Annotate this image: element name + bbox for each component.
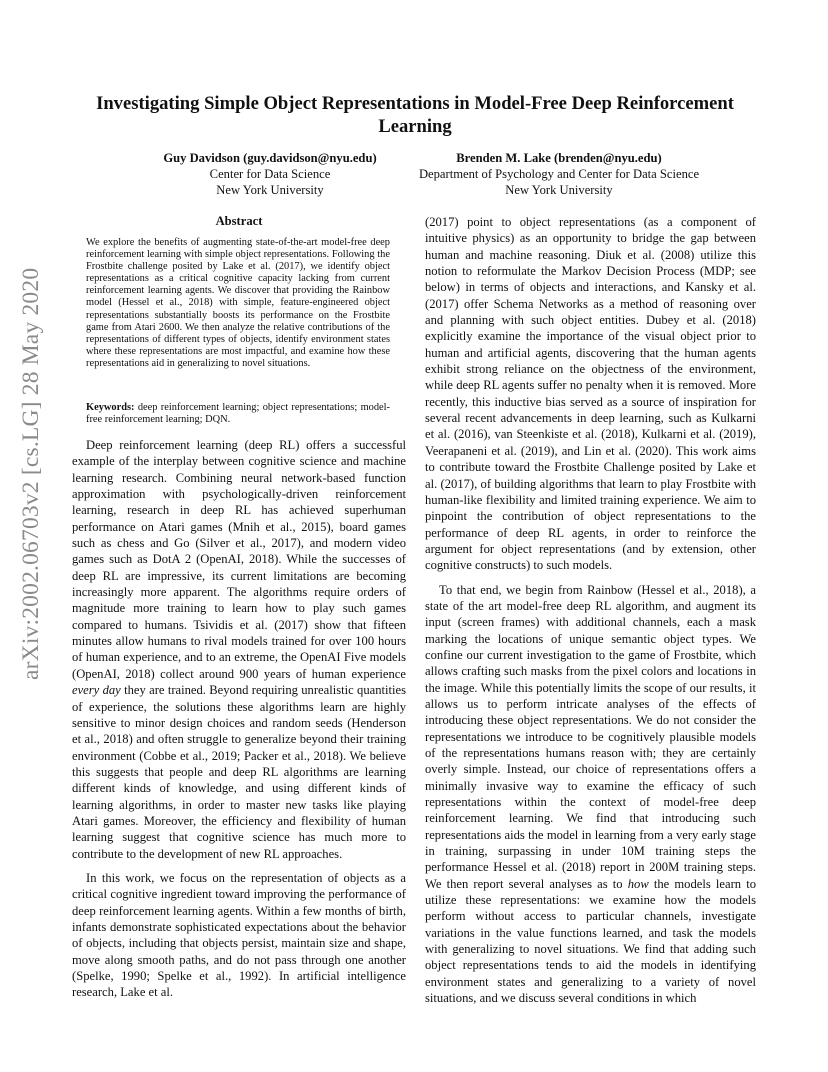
emphasis-text: every day (72, 683, 121, 698)
emphasis-text: how (627, 876, 649, 891)
author-institution: New York University (505, 183, 613, 197)
intro-paragraph-4 (425, 582, 756, 1007)
paper-title: Investigating Simple Object Representations in Model-Free Deep Reinforcement Learning (96, 93, 734, 137)
para-text: In this work, we focus on the representation of objects as a critical cognitive ingredient toward improving the performance of deep reinforcement learning agents. Within a few months of birth, infants demonstrate sophisticated expectations about the behavior of objects, including that objects persist, maintain size and shape, move along smooth paths, and do not pass through one another (Spelke, 1990; Spelke et al., 1992). In artificial intelligence research, Lake et al. (72, 870, 406, 1000)
para-text: the models learn to utilize these representations: we examine how the models perform without access to particular channels, investigate variations in the value functions learned, and task the models with generalizing to novel situations. We find that adding such object representations tends to aid the models in identifying environment states and generalizing to a variety of novel situations, and we discuss several conditions in which (425, 876, 756, 1006)
para-text: (2017) point to object representations (as a component of intuitive physics) as an opportunity to bridge the gap between human and machine reasoning. Diuk et al. (2008) utilize this notion to reformulate the Markov Decision Process (MDP; see below) in terms of objects and interactions, and Kansky et al. (2017) offer Schema Networks as a method of reasoning over and planning with such object entities. Dubey et al. (2018) explicitly examine the importance of the visual object prior to human and artificial agents, discovering that the human agents exhibit strong reliance on the objectness of the environment, while deep RL agents suffer no penalty when it is removed. More recently, this inductive bias served as a source of inspiration for several recent advancements in deep learning, such as Kulkarni et al. (2016), van Steenkiste et al. (2018), Kulkarni et al. (2019), Veerapaneni et al. (2019), and Lin et al. (2020). This work aims to contribute toward the Frostbite Challenge posited by Lake et al. (2017), of building algorithms that learn to play Frostbite with human-like flexibility and limited training experience. We aim to pinpoint the contribution of object representations to the performance of deep RL agents, in order to reinforce the argument for object representations (and by extension, other cognitive constructs) to such models. (425, 215, 756, 573)
author-institution: New York University (216, 183, 324, 197)
left-column-body (72, 437, 406, 1001)
intro-paragraph-3 (425, 214, 756, 574)
author-block-2 (400, 150, 718, 198)
author-affiliation: Department of Psychology and Center for Data Science (418, 167, 700, 181)
author-name: Brenden M. Lake (brenden@nyu.edu) (456, 151, 662, 165)
intro-paragraph-2 (72, 870, 406, 1001)
para-text: Deep reinforcement learning (deep RL) offers a successful example of the interplay between cognitive science and machine learning research. Combining neural network-based function approximation with psychologically-driven reinforcement learning, research in deep RL has achieved superhuman performance on Atari games (Mnih et al., 2015), board games such as chess and Go (Silver et al., 2017), and modern video games such as DotA 2 (OpenAI, 2018). While the successes of deep RL are impressive, its current limitations are becoming increasingly more apparent. The algorithms require orders of magnitude more training to learn how to play such games compared to humans. Tsividis et al. (2017) show that fifteen minutes allow humans to rival models trained for over 100 hours of human experience, and to an extreme, the OpenAI Five models (OpenAI, 2018) collect around 900 years of human experience (72, 438, 406, 681)
abstract-text: We explore the benefits of augmenting state-of-the-art model-free deep reinforcement learning with simple object representations. Following the Frostbite challenge posited by Lake et al. (2017), we identify object representations as a critical cognitive capacity lacking from current reinforcement learning agents. We discover that providing the Rainbow model (Hessel et al., 2018) with simple, feature-engineered object representations substantially boosts its performance on the Frostbite game from Atari 2600. We then analyze the relative contributions of the representations of different types of objects, identify environment states where these representations are most impactful, and examine how these representations aid in generalizing to novel situations. (86, 237, 390, 369)
intro-paragraph-1 (72, 437, 406, 862)
arxiv-identifier: arXiv:2002.06703v2 [cs.LG] 28 May 2020 (18, 267, 44, 680)
para-text: To that end, we begin from Rainbow (Hessel et al., 2018), a state of the art model-free deep RL algorithm, and augment its input (screen frames) with additional channels, each a mask marking the locations of unique semantic object types. We confine our current investigation to the game of Frostbite, which allows crafting such masks from the pixel colors and locations in the image. While this potentially limits the scope of our results, it allows us to perform intricate analyses of the effects of introducing these object representations. We do not consider the representations we introduce to be cognitively plausible models of the representations humans reason with; they are certainly overly simple. Instead, our choice of representations offers a minimally invasive way to examine the efficacy of such representations within the context of model-free deep reinforcement learning. We find that introducing such representations aids the model in learning from a very early stage in training, surpassing in under 10M training steps the performance Hessel et al. (2018) report in 200M training steps. We then report several analyses as to (425, 582, 756, 891)
right-column-body (425, 214, 756, 1007)
author-name: Guy Davidson (guy.davidson@nyu.edu) (163, 151, 377, 165)
keywords-label: Keywords: (86, 402, 135, 413)
author-affiliation: Center for Data Science (209, 167, 331, 181)
keywords-list: deep reinforcement learning; object representations; model-free reinforcement learning; DQN. (86, 402, 390, 426)
abstract-heading: Abstract (215, 214, 263, 228)
keywords (86, 402, 390, 426)
para-text: they are trained. Beyond requiring unrealistic quantities of experience, the solutions these algorithms learn are highly sensitive to minor design choices and random seeds (Henderson et al., 2018) and often struggle to generalize beyond their training environment (Cobbe et al., 2019; Packer et al., 2018). We believe this suggests that people and deep RL algorithms are learning different kinds of knowledge, and using different kinds of learning algorithms, in order to master new tasks like playing Atari games. Moreover, the efficiency and flexibility of human learning suggest that cognitive science has much more to contribute to the development of new RL approaches. (72, 683, 406, 861)
author-block-1 (140, 150, 400, 198)
